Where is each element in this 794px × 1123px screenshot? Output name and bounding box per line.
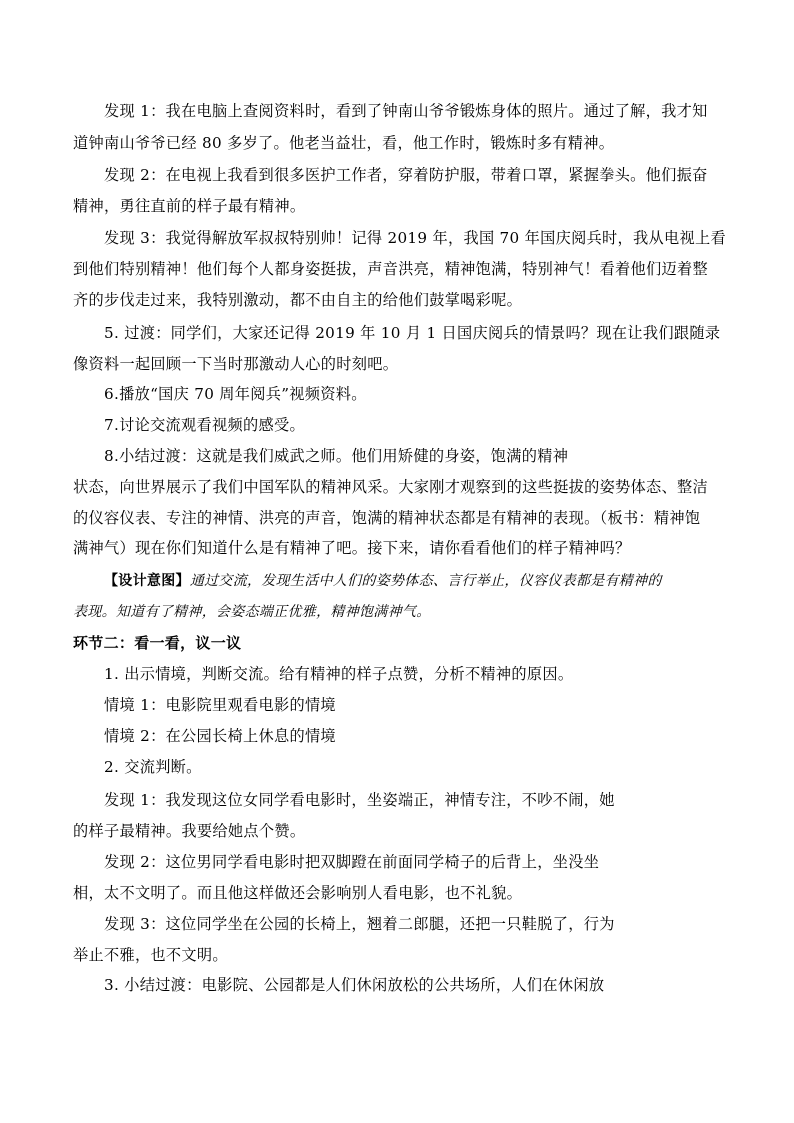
text-line: 举止不雅，也不文明。	[73, 946, 228, 964]
design-intent-text: 通过交流，发现生活中人们的姿势体态、言行举止，仪容仪表都是有精神的	[189, 573, 662, 589]
text-line: 情境 1：电影院里观看电影的情境	[104, 696, 336, 714]
design-intent-label: 【设计意图】	[104, 573, 190, 589]
text-line: 精神，勇往直前的样子最有精神。	[73, 197, 306, 215]
text-line: 2. 交流判断。	[104, 758, 202, 776]
text-line: 5. 过渡：同学们，大家还记得 2019 年 10 月 1 日国庆阅兵的情景吗？现在让我们跟随录	[104, 324, 721, 342]
design-intent	[104, 566, 662, 596]
text-line: 发现 3：我觉得解放军叔叔特别帅！记得 2019 年，我国 70 年国庆阅兵时，我从电视上看	[104, 229, 726, 247]
text-line: 相，太不文明了。而且他这样做还会影响别人看电影，也不礼貌。	[73, 884, 523, 902]
text-line: 齐的步伐走过来，我特别激动，都不由自主的给他们鼓掌喝彩呢。	[73, 291, 523, 309]
text-line: 发现 1：我在电脑上查阅资料时，看到了钟南山爷爷锻炼身体的照片。通过了解，我才知	[104, 102, 708, 120]
text-line: 情境 2：在公园长椅上休息的情境	[104, 727, 336, 745]
text-line: 6.播放“国庆 70 周年阅兵”视频资料。	[104, 385, 367, 403]
text-line: 3. 小结过渡：电影院、公园都是人们休闲放松的公共场所，人们在休闲放	[104, 976, 605, 994]
text-line: 发现 2：在电视上我看到很多医护工作者，穿着防护服，带着口罩，紧握拳头。他们振奋	[104, 166, 708, 184]
text-line: 1. 出示情境，判断交流。给有精神的样子点赞，分析不精神的原因。	[104, 665, 574, 683]
section-heading: 环节二：看一看，议一议	[73, 634, 242, 652]
text-line: 像资料一起回顾一下当时那激动人心的时刻吧。	[73, 355, 399, 373]
text-line: 道钟南山爷爷已经 80 多岁了。他老当益壮，看，他工作时，锻炼时多有精神。	[73, 134, 615, 152]
design-intent-text: 表现。知道有了精神，会姿态端正优雅，精神饱满神气。	[73, 604, 431, 620]
text-line: 发现 3：这位同学坐在公园的长椅上，翘着二郎腿，还把一只鞋脱了，行为	[104, 915, 615, 933]
text-line: 满神气）现在你们知道什么是有精神了吧。接下来，请你看看他们的样子精神吗？	[73, 539, 631, 557]
text-line: 状态，向世界展示了我们中国军队的精神风采。大家刚才观察到的这些挺拔的姿势体态、整洁	[73, 478, 708, 496]
text-line: 7.讨论交流观看视频的感受。	[104, 416, 305, 434]
text-line: 的样子最精神。我要给她点个赞。	[73, 822, 306, 840]
text-line: 8.小结过渡：这就是我们威武之师。他们用矫健的身姿，饱满的精神	[104, 447, 569, 465]
text-line: 发现 1：我发现这位女同学看电影时，坐姿端正，神情专注，不吵不闹，她	[104, 791, 615, 809]
text-line: 的仪容仪表、专注的神情、洪亮的声音，饱满的精神状态都是有精神的表现。（板书：精神饱	[73, 509, 701, 527]
text-line: 到他们特别精神！他们每个人都身姿挺拔，声音洪亮，精神饱满，特别神气！看着他们迈着整	[73, 260, 708, 278]
text-line: 发现 2：这位男同学看电影时把双脚蹬在前面同学椅子的后背上，坐没坐	[104, 853, 600, 871]
